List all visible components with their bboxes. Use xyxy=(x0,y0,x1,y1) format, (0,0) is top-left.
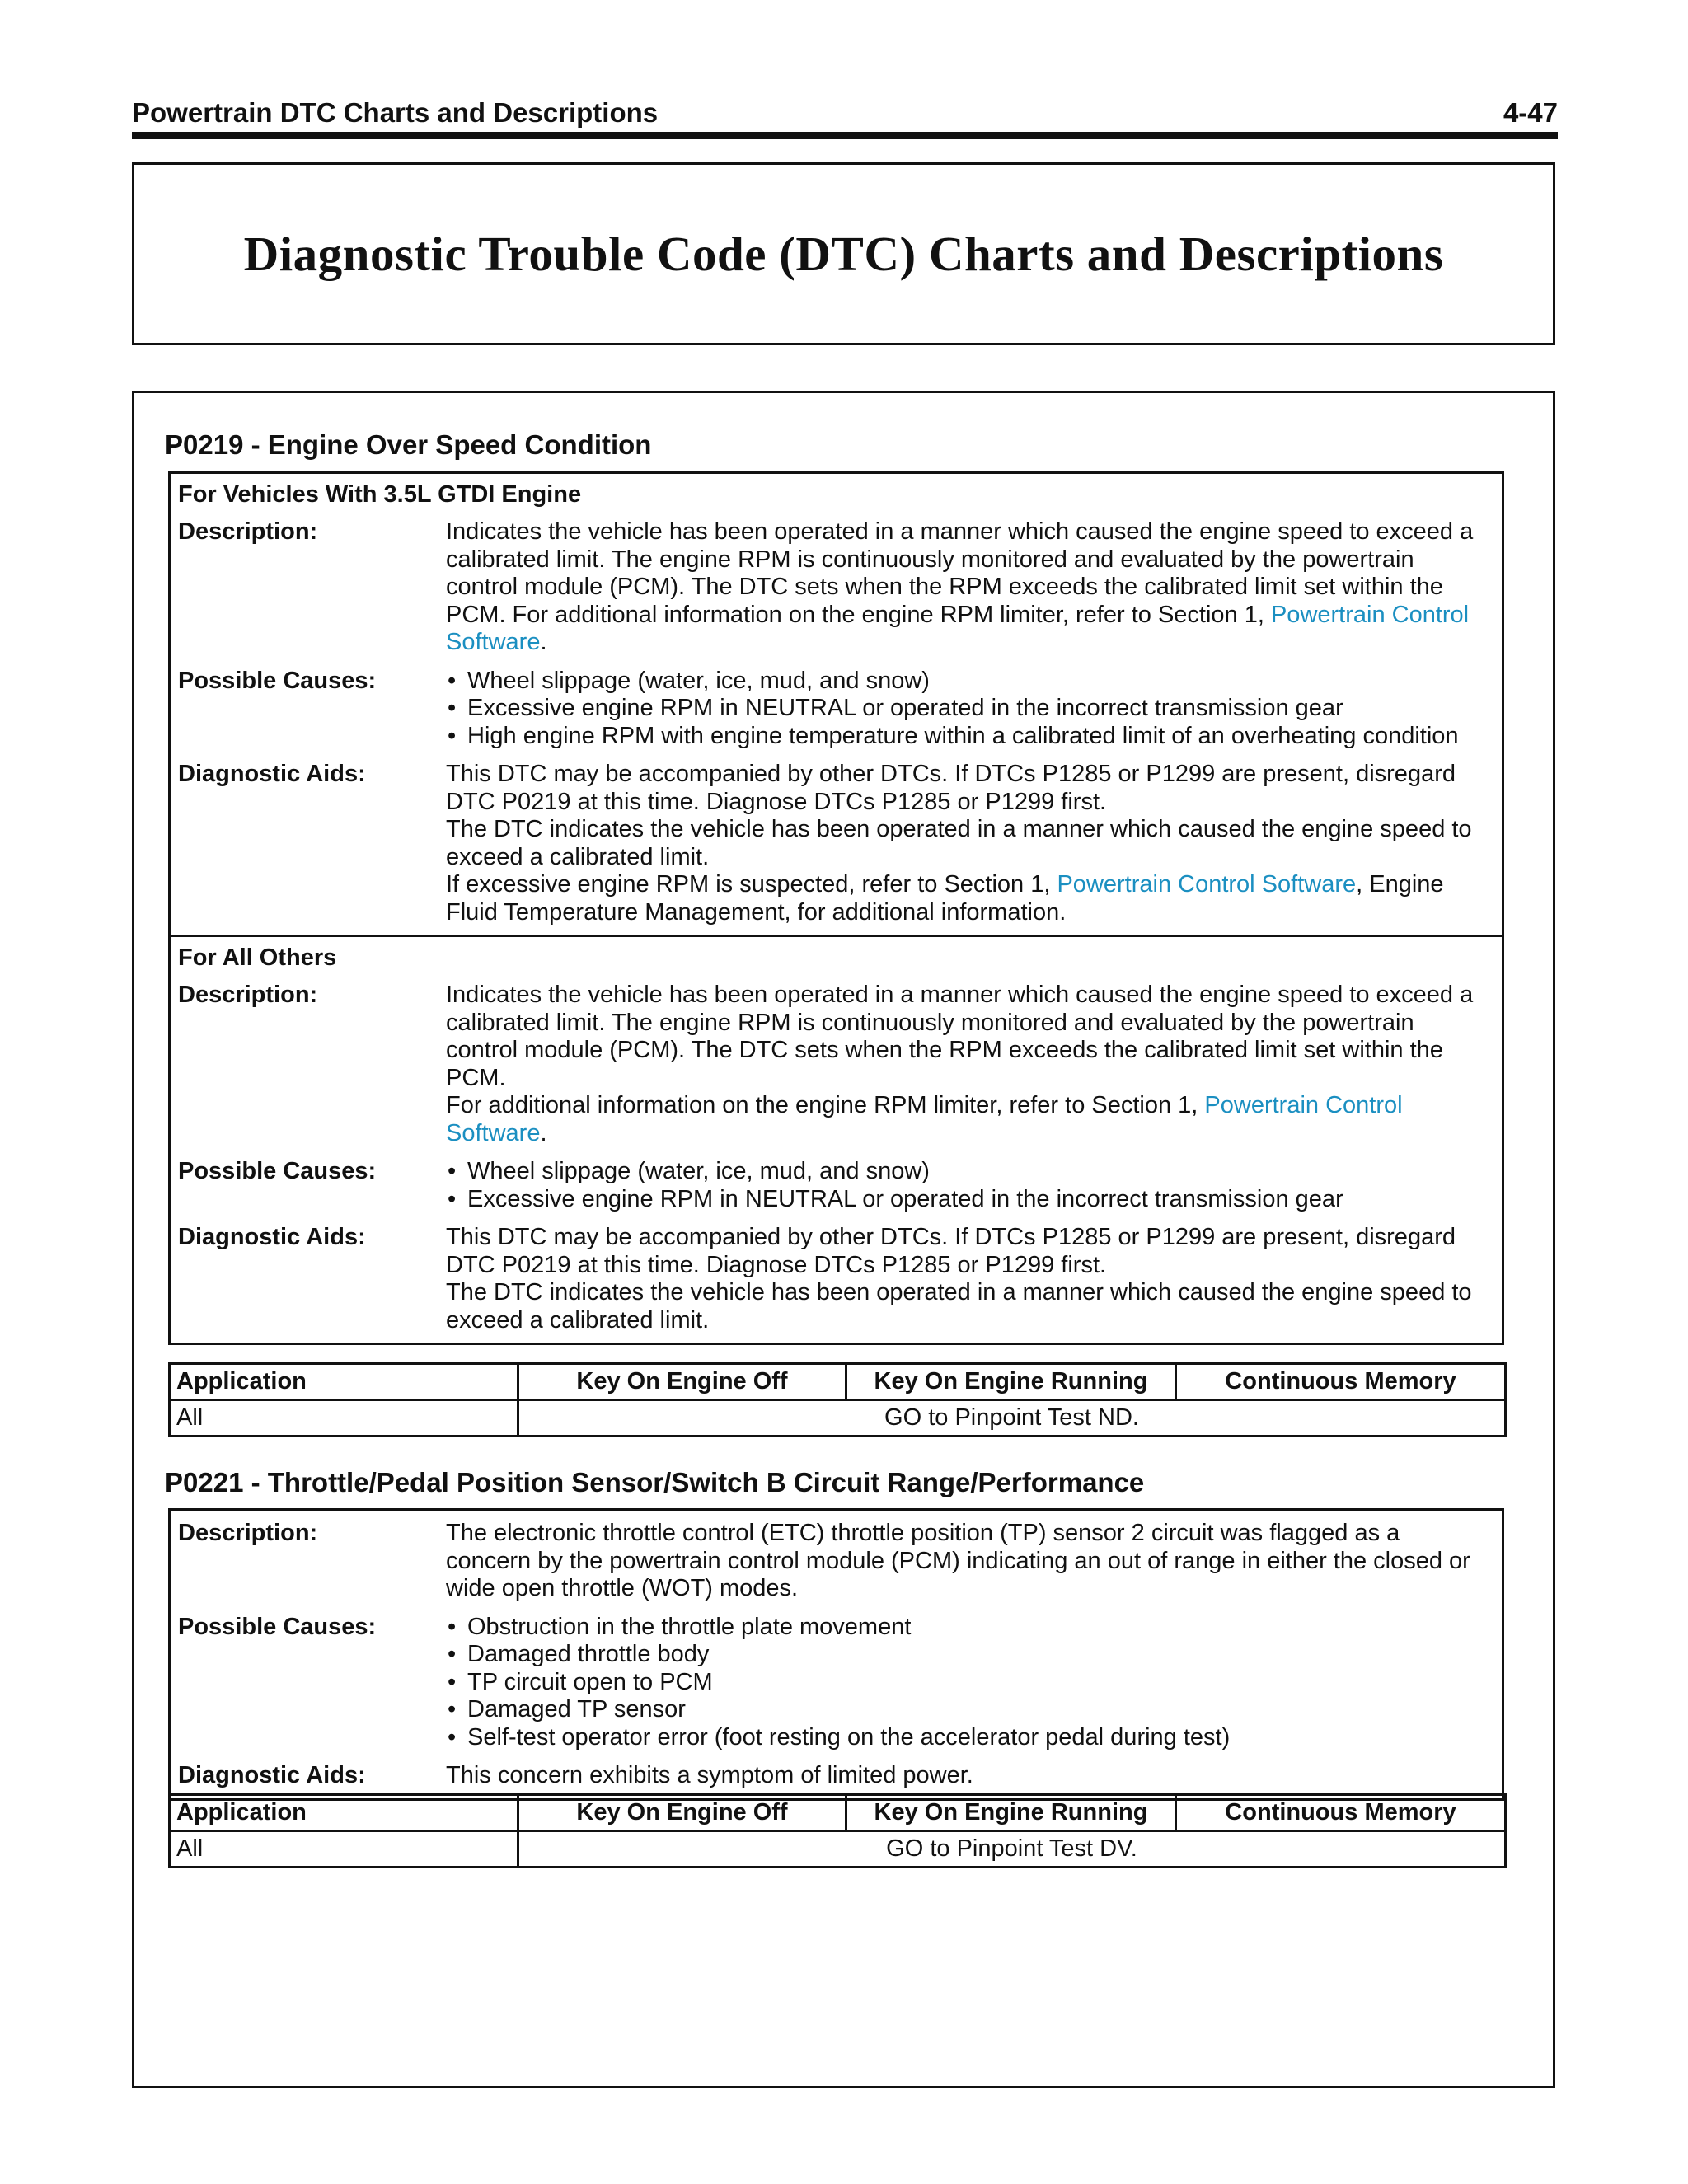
dtc-p0221-table xyxy=(168,1508,1504,1801)
possible-causes-label: Possible Causes: xyxy=(178,1613,377,1640)
dtc-p0219-application-table xyxy=(168,1362,1507,1437)
diagnostic-aids-row xyxy=(178,1224,1502,1334)
powertrain-control-software-link[interactable]: Powertrain Control Software xyxy=(446,601,1470,655)
table-header-cell: Continuous Memory xyxy=(1176,1364,1506,1400)
table-header-cell: Key On Engine Running xyxy=(846,1795,1176,1831)
table-cell: All xyxy=(170,1831,518,1868)
description-row xyxy=(178,982,1502,1147)
table-row xyxy=(170,1400,1506,1436)
description-text xyxy=(446,518,1502,657)
section-title: Powertrain DTC Charts and Descriptions xyxy=(132,97,659,128)
block-3-5l-gtdi xyxy=(171,474,1502,935)
description-label: Description: xyxy=(178,982,318,1008)
list-item: • Obstruction in the throttle plate movement xyxy=(446,1614,1482,1642)
possible-causes-list xyxy=(446,1158,1482,1213)
list-item: • Excessive engine RPM in NEUTRAL or operated in the incorrect transmission gear xyxy=(446,1186,1482,1214)
description-row xyxy=(178,1520,1502,1603)
block-heading: For Vehicles With 3.5L GTDI Engine xyxy=(178,481,582,508)
possible-causes-row xyxy=(178,1158,1502,1213)
dtc-p0221-application-table xyxy=(168,1793,1507,1868)
possible-causes-row xyxy=(178,1614,1502,1752)
table-header-cell: Key On Engine Off xyxy=(518,1795,846,1831)
list-item: • Wheel slippage (water, ice, mud, and snow) xyxy=(446,668,1482,696)
list-item: • Damaged TP sensor xyxy=(446,1696,1482,1724)
list-item: • High engine RPM with engine temperature within a calibrated limit of an overheating condition xyxy=(446,723,1482,751)
diagnostic-aids-text: If excessive engine RPM is suspected, refer to Section 1, xyxy=(446,871,1057,898)
table-header-cell: Key On Engine Running xyxy=(846,1364,1176,1400)
powertrain-control-software-link[interactable]: Powertrain Control Software xyxy=(1057,871,1357,898)
table-header-cell: Application xyxy=(170,1795,518,1831)
title-box xyxy=(132,162,1555,345)
description-end: . xyxy=(540,1119,547,1146)
list-item: • Damaged throttle body xyxy=(446,1641,1482,1669)
description-label: Description: xyxy=(178,1520,318,1546)
page-title: Diagnostic Trouble Code (DTC) Charts and Descriptions xyxy=(243,226,1444,281)
table-cell: All xyxy=(170,1400,518,1436)
dtc-p0219-title: P0219 - Engine Over Speed Condition xyxy=(165,429,652,460)
list-item: • Wheel slippage (water, ice, mud, and snow) xyxy=(446,1158,1482,1186)
pinpoint-test-cell: GO to Pinpoint Test ND. xyxy=(518,1400,1506,1436)
diagnostic-aids-label: Diagnostic Aids: xyxy=(178,761,366,787)
list-item: • TP circuit open to PCM xyxy=(446,1669,1482,1697)
possible-causes-list xyxy=(446,1614,1482,1752)
diagnostic-aids-text: This concern exhibits a symptom of limited power. xyxy=(446,1762,973,1788)
list-item: • Excessive engine RPM in NEUTRAL or operated in the incorrect transmission gear xyxy=(446,695,1482,723)
description-label: Description: xyxy=(178,518,318,545)
description-body: Indicates the vehicle has been operated in a manner which caused the engine speed to exceed a calibrated limit. The engine RPM is continuously monitored and evaluated by the powertrain control module (PCM). The DTC sets when the RPM exceeds the calibrated limit set within the PCM. For additional information on the engine RPM limiter, refer to Section 1, xyxy=(446,518,1474,628)
possible-causes-row xyxy=(178,668,1502,751)
table-header-cell: Key On Engine Off xyxy=(518,1364,846,1400)
diagnostic-aids-text: The DTC indicates the vehicle has been operated in a manner which caused the engine speed to exceed a calibrated limit. xyxy=(446,816,1472,870)
possible-causes-label: Possible Causes: xyxy=(178,1158,377,1184)
block-all-others xyxy=(171,935,1502,1343)
description-row xyxy=(178,518,1502,657)
description-text: For additional information on the engine RPM limiter, refer to Section 1, xyxy=(446,1092,1205,1118)
diagnostic-aids-text: , Engine Fluid Temperature Management, for additional information. xyxy=(446,871,1444,926)
description-text: The electronic throttle control (ETC) throttle position (TP) sensor 2 circuit was flagged as a concern by the powertrain control module (PCM) indicating an out of range in either the closed or wide open throttle (WOT) modes. xyxy=(446,1520,1470,1601)
diagnostic-aids-text: This DTC may be accompanied by other DTCs. If DTCs P1285 or P1299 are present, disregard DTC P0219 at this time. Diagnose DTCs P1285 or P1299 first. xyxy=(446,761,1456,815)
possible-causes-list xyxy=(446,668,1482,751)
dtc-p0219-table xyxy=(168,471,1504,1345)
table-header-cell: Continuous Memory xyxy=(1176,1795,1506,1831)
diagnostic-aids-text: The DTC indicates the vehicle has been operated in a manner which caused the engine speed to exceed a calibrated limit. xyxy=(446,1279,1472,1333)
diagnostic-aids-row xyxy=(178,1762,1502,1790)
diagnostic-aids-label: Diagnostic Aids: xyxy=(178,1224,366,1250)
table-header-row xyxy=(170,1364,1506,1400)
dtc-p0221-title: P0221 - Throttle/Pedal Position Sensor/Switch B Circuit Range/Performance xyxy=(165,1467,1145,1497)
powertrain-control-software-link[interactable]: Powertrain Control Software xyxy=(446,1092,1403,1146)
description-text: Indicates the vehicle has been operated in a manner which caused the engine speed to exceed a calibrated limit. The engine RPM is continuously monitored and evaluated by the powertrain control module (PCM). The DTC sets when the RPM exceeds the calibrated limit set within the PCM. xyxy=(446,982,1474,1091)
table-row xyxy=(170,1831,1506,1868)
block-heading: For All Others xyxy=(178,944,337,971)
pinpoint-test-cell: GO to Pinpoint Test DV. xyxy=(518,1831,1506,1868)
list-item: • Self-test operator error (foot resting on the accelerator pedal during test) xyxy=(446,1724,1482,1752)
page-header xyxy=(132,94,1558,139)
page-number: 4-47 xyxy=(1503,97,1558,128)
possible-causes-label: Possible Causes: xyxy=(178,667,377,694)
diagnostic-aids-text: This DTC may be accompanied by other DTCs. If DTCs P1285 or P1299 are present, disregard DTC P0219 at this time. Diagnose DTCs P1285 or P1299 first. xyxy=(446,1224,1456,1278)
table-header-cell: Application xyxy=(170,1364,518,1400)
block-p0221 xyxy=(171,1511,1502,1798)
description-end: . xyxy=(540,629,547,655)
diagnostic-aids-row xyxy=(178,761,1502,926)
table-header-row xyxy=(170,1795,1506,1831)
diagnostic-aids-label: Diagnostic Aids: xyxy=(178,1762,366,1788)
